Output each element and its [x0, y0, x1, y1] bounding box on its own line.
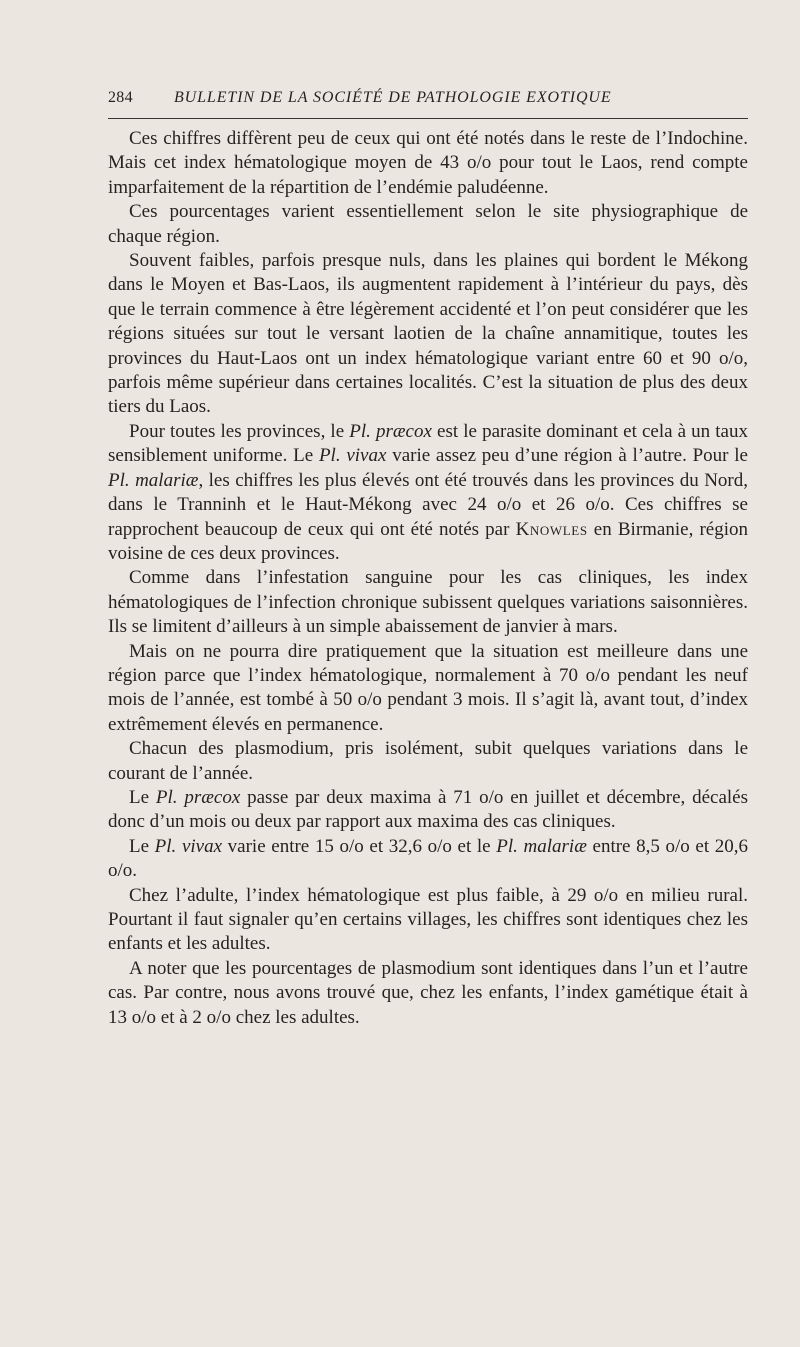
paragraph-text: Comme dans l’infestation sanguine pour les cas cliniques, les index hématologiques de l’infection chronique subissent quelques variations saisonnières. Ils se limitent d’ailleurs à un simple abaissement de janvier à mars.	[108, 567, 748, 638]
text-run: Le	[129, 786, 156, 808]
paragraph-text: Souvent faibles, parfois presque nuls, dans les plaines qui bordent le Mékong dans le Moyen et Bas-Laos, ils augmentent rapidement à l’intérieur du pays, dès que le terrain commence à être légèrement accidenté et l’on peut considérer que les régions situées sur tout le versant laotien de la chaîne annamitique, toutes les provinces du Haut-Laos ont un index hématologique variant entre 60 et 90 o/o, parfois même supérieur dans certaines localités. C’est la situation de plus des deux tiers du Laos.	[108, 250, 748, 418]
paragraph-8	[108, 786, 748, 835]
species-name: Pl. præcox	[155, 786, 241, 808]
paragraph-text: Ces chiffres diffèrent peu de ceux qui ont été notés dans le reste de l’Indochine. Mais cet index hématologique moyen de 43 o/o pour tout le Laos, rend compte imparfaitement de la répartition de l’endémie paludéenne.	[108, 128, 748, 198]
text-run: est le parasite dominant et cela à un taux sensiblement uniforme. Le	[108, 420, 748, 467]
paragraph-text: Chez l’adulte, l’index hématologique est plus faible, à 29 o/o en milieu rural. Pourtant il faut signaler qu’en certains villages, les chiffres sont identiques chez les enfants et les adultes.	[108, 884, 748, 955]
text-run: Pour toutes les provinces, le	[129, 420, 350, 442]
paragraph-9	[108, 835, 748, 884]
text-run: varie entre 15 o/o et 32,6 o/o et le	[222, 835, 497, 857]
paragraph-6	[108, 640, 748, 738]
paragraph-11	[108, 957, 748, 1030]
paragraph-3	[108, 249, 748, 420]
text-run: en Birmanie, région voisine de ces deux provinces.	[108, 518, 748, 564]
text-run: entre 8,5 o/o et 20,6 o/o.	[108, 835, 749, 882]
text-run: varie assez peu d’une région à l’autre. Pour le	[386, 445, 748, 467]
page-header	[108, 89, 748, 115]
author-name: Knowles	[515, 518, 588, 540]
header-rule	[108, 118, 748, 119]
paragraph-text: A noter que les pourcentages de plasmodium sont identiques dans l’un et l’autre cas. Par contre, nous avons trouvé que, chez les enfants, l’index gamétique était à 13 o/o et à 2 o/o chez les adultes.	[108, 957, 748, 1028]
paragraph-5	[108, 566, 748, 639]
species-name: Pl. vivax	[318, 445, 387, 467]
species-name: Pl. malariæ	[496, 835, 587, 857]
species-name: Pl. malariæ	[108, 469, 199, 491]
paragraph-7	[108, 737, 748, 786]
paragraph-4	[108, 420, 748, 566]
text-run: passe par deux maxima à 71 o/o en juillet et décembre, décalés donc d’un mois ou deux par rapport aux maxima des cas cliniques.	[108, 786, 748, 833]
species-name: Pl. præcox	[349, 420, 432, 442]
page-number: 284	[108, 89, 133, 106]
paragraph-2	[108, 200, 748, 249]
paragraph-1	[108, 127, 748, 200]
body-text	[108, 127, 748, 1030]
paragraph-10	[108, 884, 748, 957]
species-name: Pl. vivax	[154, 835, 223, 857]
text-run: , les chiffres les plus élevés ont été trouvés dans les provinces du Nord, dans le Tranninh et le Haut-Mékong avec 24 o/o et 26 o/o. Ces chiffres se rapprochent beaucoup de ceux qui ont été notés par	[108, 469, 748, 540]
paragraph-text: Ces pourcentages varient essentiellement selon le site physiographique de chaque région.	[108, 201, 748, 247]
running-title: BULLETIN DE LA SOCIÉTÉ DE PATHOLOGIE EXOTIQUE	[174, 89, 612, 106]
text-run: Le	[129, 835, 155, 857]
paragraph-text: Chacun des plasmodium, pris isolément, subit quelques variations dans le courant de l’année.	[108, 738, 748, 784]
paragraph-text: Mais on ne pourra dire pratiquement que la situation est meilleure dans une région parce que l’index hématologique, normalement à 70 o/o pendant les neuf mois de l’année, est tombé à 50 o/o pendant 3 mois. Il s’agit là, avant tout, d’index extrêmement élevés en permanence.	[108, 640, 748, 735]
